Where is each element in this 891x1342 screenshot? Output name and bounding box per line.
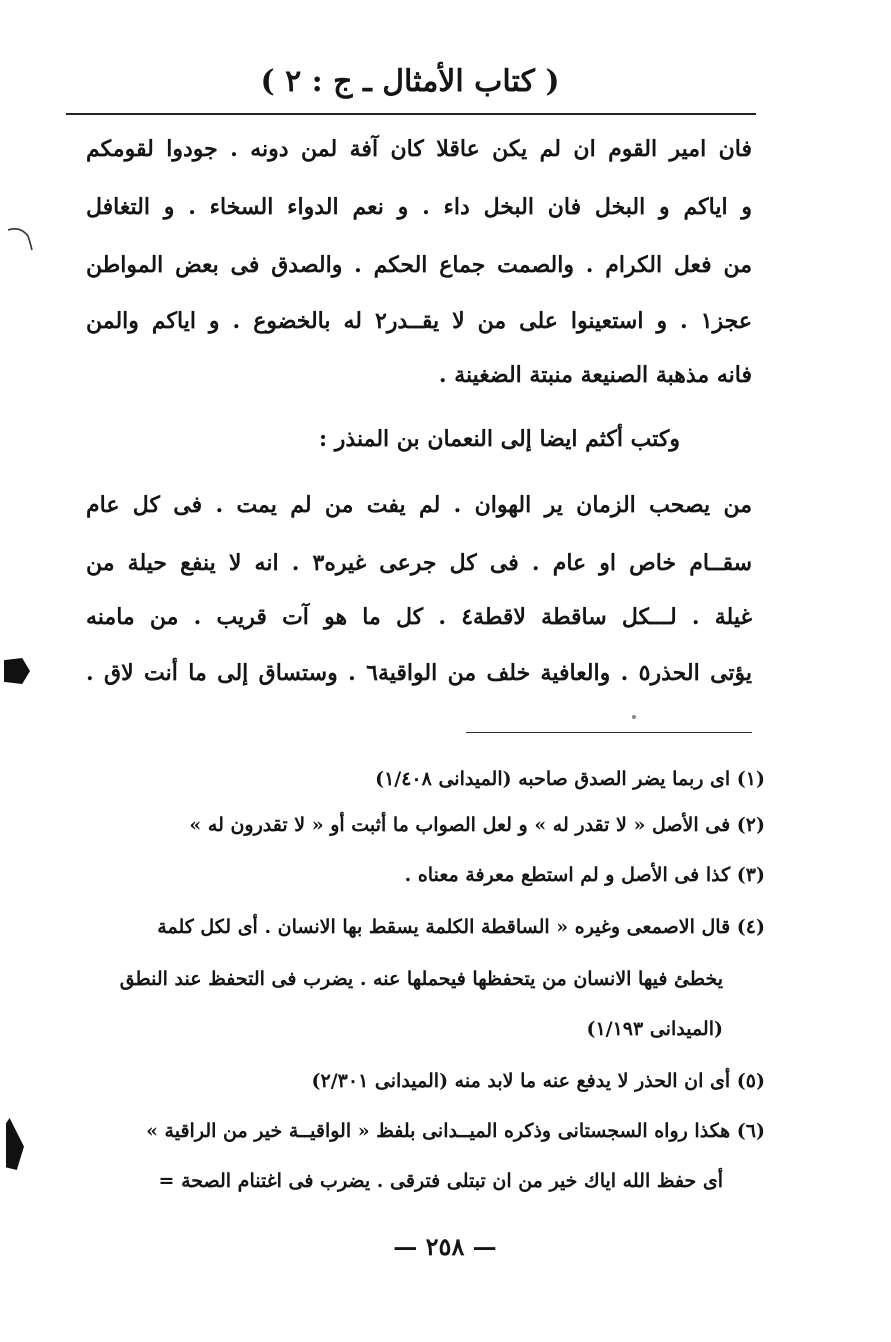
footnote-5: (٥) أى ان الحذر لا يدفع عنه ما لابد منه (الميدانى ٢/٣٠١) <box>311 1070 765 1092</box>
body-line: فان امير القوم ان لم يكن عاقلا كان آفة لمن دونه . جودوا لقومكم <box>86 136 752 162</box>
running-header: ( كتاب الأمثال ـ ج : ٢ ) <box>260 64 560 99</box>
footnote-2: (٢) فى الأصل « لا تقدر له » و لعل الصواب ما أثبت أو « لا تقدرون له » <box>189 814 765 836</box>
margin-mark <box>4 658 30 684</box>
body-line: سقــام خاص او عام . فى كل جرعى غيره٣ . انه لا ينفع حيلة من <box>86 550 753 576</box>
body-line: و اياكم و البخل فان البخل داء . و نعم الدواء السخاء . و التغافل <box>86 194 752 220</box>
margin-scratch <box>6 222 36 252</box>
section-heading: وكتب أكثم ايضا إلى النعمان بن المنذر : <box>319 426 680 452</box>
footnote-separator <box>466 732 752 733</box>
body-line: من فعل الكرام . والصمت جماع الحكم . والصدق فى بعض المواطن <box>86 252 752 278</box>
body-line: يؤتى الحذر٥ . والعافية خلف من الواقية٦ . وستساق إلى ما أنت لاق . <box>86 660 753 686</box>
body-line: فانه مذهبة الصنيعة منبتة الضغينة . <box>438 362 752 388</box>
header-rule <box>66 113 756 115</box>
footnote-4-continuation: يخطئ فيها الانسان من يتحفظها فيحملها عنه . يضرب فى التحفظ عند النطق <box>119 968 723 990</box>
scan-speck <box>632 715 636 719</box>
footnote-6-continuation: أى حفظ الله اياك خير من ان تبتلى فترقى . يضرب فى اغتنام الصحة = <box>158 1170 723 1192</box>
page-number: — ٢٥٨ — <box>393 1232 497 1261</box>
footnote-1: (١) اى ربما يضر الصدق صاحبه (الميدانى ١/٤٠٨) <box>375 768 765 790</box>
body-line: من يصحب الزمان ير الهوان . لم يفت من لم يمت . فى كل عام <box>86 492 752 518</box>
footnote-3: (٣) كذا فى الأصل و لم استطع معرفة معناه . <box>404 864 765 886</box>
margin-mark <box>6 1118 24 1170</box>
body-line: غيلة . لـــكل ساقطة لاقطة٤ . كل ما هو آت قريب . من مامنه <box>86 604 752 630</box>
footnote-6: (٦) هكذا رواه السجستانى وذكره الميــدانى بلفظ « الواقيــة خير من الراقية » <box>146 1120 765 1142</box>
footnote-4-source: (الميدانى ١/١٩٣) <box>586 1018 723 1040</box>
footnote-4: (٤) قال الاصمعى وغيره « الساقطة الكلمة يسقط بها الانسان . أى لكل كلمة <box>157 916 765 938</box>
body-line: عجز١ . و استعينوا على من لا يقــدر٢ له بالخضوع . و اياكم والمن <box>86 308 753 334</box>
